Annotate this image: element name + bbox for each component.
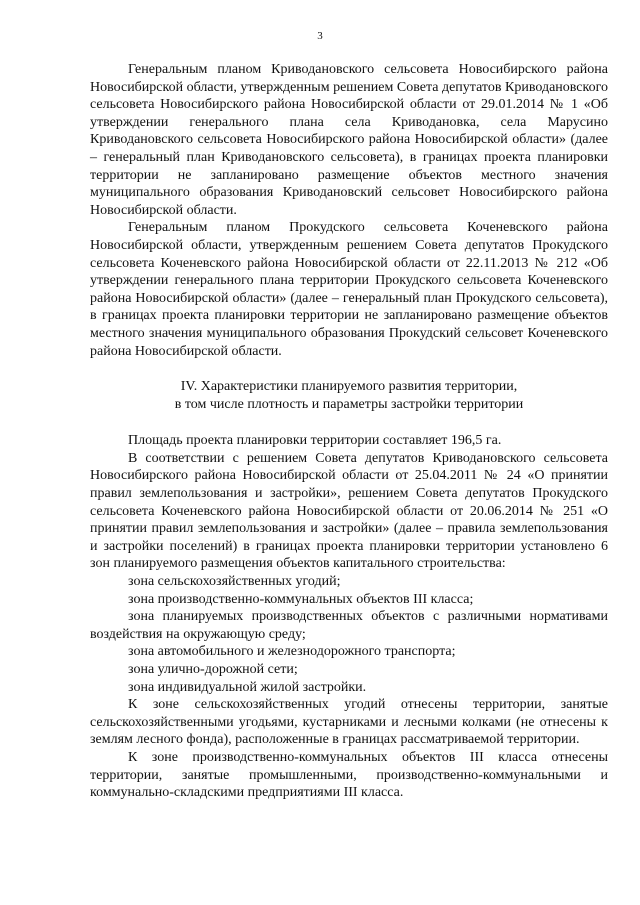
- page-number: 3: [317, 30, 323, 42]
- paragraph-zoning-rules: В соответствии с решением Совета депутатов Криводановского сельсовета Новосибирского района Новосибирской области от 25.04.2011 № 24 «О принятии правил землепользования и застройки», решением Совета депутатов Прокудского сельсовета Коченевского района Новосибирской области от 20.06.2014 № 251 «О принятии правил землепользования и застройки» (далее – правила землепользования и застройки поселений) в границах проекта планировки территории установлено 6 зон планируемого размещения объектов капитального строительства:: [90, 450, 608, 572]
- section-heading-line-1: IV. Характеристики планируемого развития территории,: [180, 379, 518, 395]
- paragraph-industrial-zone: К зоне производственно-коммунальных объектов III класса отнесены территории, занятые промышленными, производственно-коммунальными и коммунально-складскими предприятиями III класса.: [90, 749, 608, 801]
- zone-list-item: зона улично-дорожной сети;: [128, 662, 298, 677]
- paragraph-area: Площадь проекта планировки территории составляет 196,5 га.: [128, 433, 502, 449]
- zone-list-item: зона сельскохозяйственных угодий;: [128, 574, 341, 590]
- paragraph-krivodanovsky-plan: Генеральным планом Криводановского сельсовета Новосибирского района Новосибирской области, утвержденным решением Совета депутатов Криводановского сельсовета Новосибирского района Новосибирской области от 29.01.2014 № 1 «Об утверждении генерального плана села Криводановка, села Марусино Криводановского сельсовета Новосибирского района Новосибирской области» (далее – генеральный план Криводановского сельсовета), в границах проекта планировки территории не запланировано размещение объектов местного значения муниципального образования Криводановский сельсовет Новосибирского района Новосибирской области.: [90, 62, 608, 218]
- zone-list-item: зона автомобильного и железнодорожного транспорта;: [128, 644, 456, 660]
- document-body: [90, 61, 608, 802]
- zone-list-item: зона планируемых производственных объектов с различными нормативами воздействия на окружающую среду;: [90, 609, 608, 642]
- section-heading: [90, 378, 608, 413]
- paragraph-agricultural-zone: К зоне сельскохозяйственных угодий отнесены территории, занятые сельскохозяйственными угодьями, кустарниками и лесными колками (не отнесены к землям лесного фонда), расположенные в границах рассматриваемой территории.: [90, 697, 608, 748]
- paragraph-prokudsky-plan: Генеральным планом Прокудского сельсовета Коченевского района Новосибирской области, утвержденным решением Совета депутатов Прокудского сельсовета Коченевского района Новосибирской области от 22.11.2013 № 212 «Об утверждении генерального плана территории Прокудского сельсовета Коченевского района Новосибирской области» (далее – генеральный план Прокудского сельсовета), в границах проекта планировки территории не запланировано размещение объектов местного значения муниципального образования Прокудский сельсовет Коченевского района Новосибирской области.: [90, 220, 608, 359]
- section-heading-line-2: в том числе плотность и параметры застройки территории: [174, 396, 524, 412]
- zone-list-item: зона индивидуальной жилой застройки.: [128, 679, 367, 695]
- zone-list-item: зона производственно-коммунальных объектов III класса;: [128, 591, 474, 607]
